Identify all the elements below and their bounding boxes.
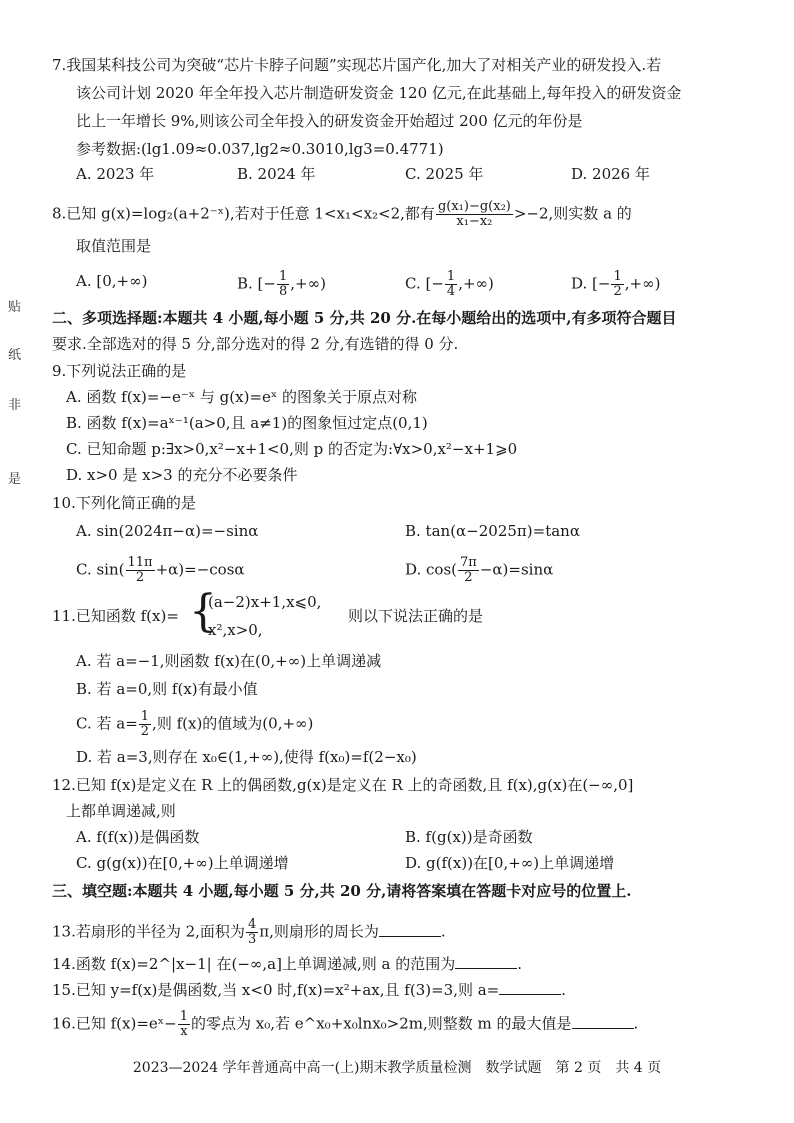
q12-line2: 上都单调递减,则 bbox=[66, 802, 176, 820]
q14-text: 14.函数 f(x)=2^|x−1| 在(−∞,a]上单调递减,则 a 的范围为 bbox=[52, 955, 456, 973]
q9-option-d: D. x>0 是 x>3 的充分不必要条件 bbox=[66, 466, 298, 484]
q8-option-a: A. [0,+∞) bbox=[76, 272, 148, 290]
q10-option-c-pre: C. sin( bbox=[76, 560, 125, 579]
q7-option-a: A. 2023 年 bbox=[76, 165, 155, 183]
section2-instructions: 要求.全部选对的得 5 分,部分选对的得 2 分,有选错的得 0 分. bbox=[52, 335, 459, 353]
q8-fraction-num: g(x₁)−g(x₂) bbox=[437, 199, 511, 214]
page-footer: 2023—2024 学年普通高中高一(上)期末教学质量检测 数学试题 第 2 页 共 4 页 bbox=[132, 1060, 662, 1076]
q10-option-b: B. tan(α−2025π)=tanα bbox=[405, 522, 580, 540]
q14-end: . bbox=[517, 955, 522, 973]
q11-stem-pre: 11.已知函数 f(x)= bbox=[52, 607, 179, 625]
q13-fraction-num: 4 bbox=[247, 917, 257, 932]
section2-heading: 二、多项选择题:本题共 4 小题,每小题 5 分,共 20 分.在每小题给出的选项中,有多项符合题目 bbox=[52, 309, 677, 327]
q10-option-c-post: +α)=−cosα bbox=[155, 560, 245, 579]
q7-line2: 该公司计划 2020 年全年投入芯片制造研发资金 120 亿元,在此基础上,每年投入的研发资金 bbox=[76, 84, 682, 102]
q7-option-c: C. 2025 年 bbox=[405, 165, 484, 183]
q13-end: . bbox=[440, 922, 446, 941]
q10-option-d bbox=[405, 556, 553, 585]
q11-option-c-pre: C. 若 a= bbox=[76, 714, 138, 733]
q12-line1: 12.已知 f(x)是定义在 R 上的偶函数,g(x)是定义在 R 上的奇函数,且 f(x),g(x)在(−∞,0] bbox=[52, 776, 634, 794]
margin-mark: 非 bbox=[8, 398, 22, 413]
q13-stem-post: π,则扇形的周长为 bbox=[259, 922, 379, 941]
q8-stem-pre: 8.已知 g(x)=log₂(a+2⁻ˣ),若对于任意 1<x₁<x₂<2,都有 bbox=[52, 204, 435, 223]
q11-option-c-post: ,则 f(x)的值域为(0,+∞) bbox=[152, 714, 314, 733]
q16-stem-post: 的零点为 x₀,若 e^x₀+x₀lnx₀>2m,则整数 m 的最大值是 bbox=[191, 1014, 572, 1033]
q16-fraction-den: x bbox=[180, 1024, 188, 1039]
q8-option-b-den: 8 bbox=[278, 284, 288, 299]
q8-option-c-pre: C. [− bbox=[405, 274, 444, 293]
q8-option-b bbox=[237, 270, 326, 299]
q8-option-d-pre: D. [− bbox=[571, 274, 611, 293]
q13-fraction bbox=[246, 918, 258, 947]
q11-option-a: A. 若 a=−1,则函数 f(x)在(0,+∞)上单调递减 bbox=[76, 652, 382, 670]
q12-option-b: B. f(g(x))是奇函数 bbox=[405, 828, 533, 846]
q10-option-d-den: 2 bbox=[464, 570, 473, 585]
q7-reference-data: 参考数据:(lg1.09≈0.037,lg2≈0.3010,lg3=0.4771) bbox=[76, 140, 444, 158]
q12-option-d: D. g(f(x))在[0,+∞)上单调递增 bbox=[405, 854, 615, 872]
q16-fraction bbox=[178, 1010, 190, 1039]
q14-answer-blank[interactable] bbox=[455, 954, 517, 969]
q8-option-c-den: 4 bbox=[446, 284, 456, 299]
q10-stem: 10.下列化简正确的是 bbox=[52, 494, 196, 512]
margin-mark: 纸 bbox=[8, 348, 22, 363]
q11-option-d: D. 若 a=3,则存在 x₀∈(1,+∞),使得 f(x₀)=f(2−x₀) bbox=[76, 748, 417, 766]
q11-option-c-fraction bbox=[139, 710, 151, 739]
q8-option-c-num: 1 bbox=[446, 269, 456, 284]
q7-option-d: D. 2026 年 bbox=[571, 165, 650, 183]
q16-end: . bbox=[633, 1014, 639, 1033]
q8-option-b-fraction bbox=[277, 270, 289, 299]
q14-stem bbox=[52, 953, 522, 975]
q11-case1: (a−2)x+1,x⩽0, bbox=[208, 593, 322, 611]
q8-fraction bbox=[436, 200, 513, 229]
q8-option-b-post: ,+∞) bbox=[290, 274, 326, 293]
q8-option-c-fraction bbox=[445, 270, 457, 299]
q8-option-d-post: ,+∞) bbox=[624, 274, 661, 293]
q12-option-c: C. g(g(x))在[0,+∞)上单调递增 bbox=[76, 854, 289, 872]
q8-option-d-fraction bbox=[611, 270, 623, 299]
q11-option-c bbox=[76, 710, 313, 739]
q13-stem bbox=[52, 918, 446, 947]
q15-text: 15.已知 y=f(x)是偶函数,当 x<0 时,f(x)=x²+ax,且 f(3)=3,则 a= bbox=[52, 981, 500, 999]
q10-option-d-pre: D. cos( bbox=[405, 560, 458, 579]
q8-line2: 取值范围是 bbox=[76, 237, 152, 255]
q8-fraction-den: x₁−x₂ bbox=[456, 214, 493, 229]
q13-answer-blank[interactable] bbox=[379, 922, 441, 937]
q8-stem-post: >−2,则实数 a 的 bbox=[513, 204, 632, 223]
q16-stem bbox=[52, 1010, 638, 1039]
q8-option-c-post: ,+∞) bbox=[458, 274, 494, 293]
q9-option-a: A. 函数 f(x)=−e⁻ˣ 与 g(x)=eˣ 的图象关于原点对称 bbox=[66, 388, 418, 406]
q8-option-d-num: 1 bbox=[613, 269, 622, 284]
q11-stem-post: 则以下说法正确的是 bbox=[348, 607, 484, 625]
q10-option-c-fraction bbox=[126, 556, 155, 585]
q15-answer-blank[interactable] bbox=[499, 980, 561, 995]
q8-option-d bbox=[571, 270, 660, 299]
q7-option-b: B. 2024 年 bbox=[237, 165, 316, 183]
q10-option-d-num: 7π bbox=[460, 555, 477, 570]
q11-option-c-den: 2 bbox=[140, 724, 150, 739]
q15-end: . bbox=[561, 981, 567, 999]
q8-option-b-pre: B. [− bbox=[237, 274, 276, 293]
q10-option-a: A. sin(2024π−α)=−sinα bbox=[76, 522, 259, 540]
margin-mark: 贴 bbox=[8, 300, 22, 315]
q15-stem bbox=[52, 979, 566, 1001]
q10-option-c-num: 11π bbox=[127, 555, 153, 570]
q16-stem-pre: 16.已知 f(x)=eˣ− bbox=[52, 1014, 177, 1033]
q11-option-c-num: 1 bbox=[140, 709, 150, 724]
q7-line1: 7.我国某科技公司为突破“芯片卡脖子问题”实现芯片国产化,加大了对相关产业的研发投入.若 bbox=[52, 56, 662, 74]
q10-option-c-den: 2 bbox=[135, 570, 145, 585]
q11-option-b: B. 若 a=0,则 f(x)有最小值 bbox=[76, 680, 258, 698]
q16-fraction-num: 1 bbox=[179, 1009, 188, 1024]
q13-fraction-den: 3 bbox=[247, 932, 257, 947]
q7-line3: 比上一年增长 9%,则该公司全年投入的研发资金开始超过 200 亿元的年份是 bbox=[76, 112, 583, 130]
piecewise-brace-icon: { bbox=[189, 586, 217, 637]
margin-mark: 是 bbox=[8, 472, 22, 487]
q8-option-c bbox=[405, 270, 494, 299]
q9-option-b: B. 函数 f(x)=aˣ⁻¹(a>0,且 a≠1)的图象恒过定点(0,1) bbox=[66, 414, 428, 432]
q9-stem: 9.下列说法正确的是 bbox=[52, 362, 187, 380]
q12-option-a: A. f(f(x))是偶函数 bbox=[76, 828, 200, 846]
q8-option-b-num: 1 bbox=[278, 269, 288, 284]
q10-option-d-post: −α)=sinα bbox=[479, 560, 554, 579]
q10-option-d-fraction bbox=[458, 556, 479, 585]
section3-heading: 三、填空题:本题共 4 小题,每小题 5 分,共 20 分,请将答案填在答题卡对应号的位置上. bbox=[52, 882, 632, 900]
q9-option-c: C. 已知命题 p:∃x>0,x²−x+1<0,则 p 的否定为:∀x>0,x²−x+1⩾0 bbox=[66, 440, 518, 458]
q11-case2: x²,x>0, bbox=[208, 621, 263, 639]
q16-answer-blank[interactable] bbox=[572, 1014, 634, 1029]
q10-option-c bbox=[76, 556, 245, 585]
q13-stem-pre: 13.若扇形的半径为 2,面积为 bbox=[52, 922, 245, 941]
q8-stem bbox=[52, 200, 632, 229]
q8-option-d-den: 2 bbox=[613, 284, 622, 299]
